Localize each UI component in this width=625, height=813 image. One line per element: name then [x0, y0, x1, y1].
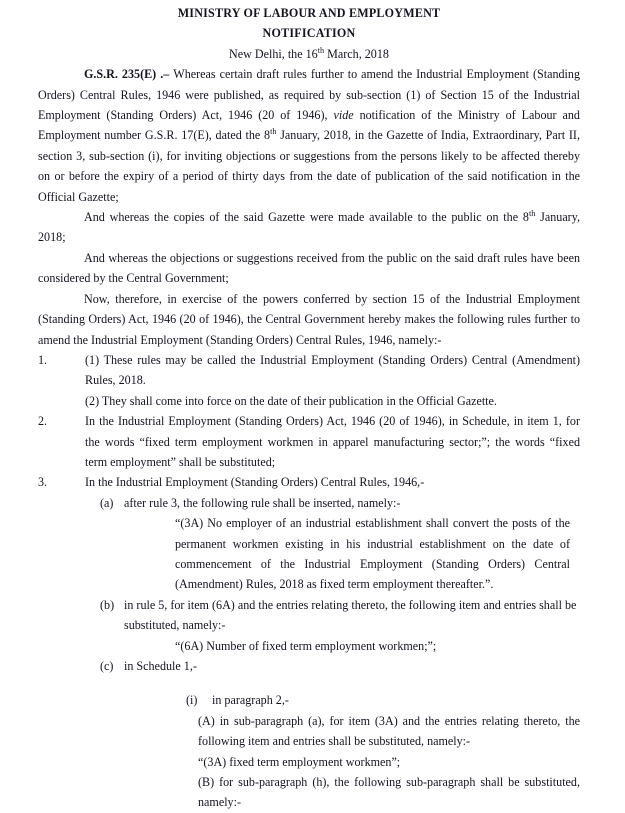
- clause-3-item-b-quote: “(6A) Number of fixed term employment workmen;”;: [175, 638, 437, 653]
- clause-2-number: 2.: [38, 414, 48, 429]
- vide-italic: vide: [333, 108, 354, 123]
- gsr-separator: .–: [156, 67, 174, 82]
- clause-2: [38, 411, 580, 472]
- whereas-copies-text-a: And whereas the copies of the said Gazette were made available to the public on the 8: [84, 210, 529, 225]
- spacer: [38, 676, 580, 690]
- clause-3-item-b-text: in rule 5, for item (6A) and the entries relating thereto, the following item and entries shall be: [124, 597, 577, 612]
- clause-3-number: 3.: [38, 475, 48, 490]
- clause-2-text: In the Industrial Employment (Standing Orders) Act, 1946 (20 of 1946), in Schedule, in item 1, for the words “fixed term employment workmen in apparel manufacturing sector;”; the words “fixed term employment” shall be substituted;: [85, 414, 580, 469]
- whereas-copies-paragraph: [38, 207, 580, 248]
- clause-1-number: 1.: [38, 352, 48, 367]
- clause-3-item-b-tag: (b): [100, 597, 115, 612]
- clause-3-c-i-item-A: (A) in sub-paragraph (a), for item (3A) and the entries relating thereto, the following item and entries shall be substituted, namely:-: [198, 713, 580, 749]
- clause-3-item-a-quote: “(3A) No employer of an industrial establishment shall convert the posts of the permanent workmen existing in his industrial establishment on the date of commencement of the Industrial Employment (Standing Orders) Central (Amendment) Rules, 2018 as fixed term employment thereafter.”.: [175, 516, 570, 592]
- document-type-heading: NOTIFICATION: [262, 26, 356, 41]
- dateline-suffix: March, 2018: [324, 46, 389, 61]
- dateline-prefix: New Delhi, the 16: [229, 46, 318, 61]
- whereas-copies-ordinal: th: [528, 209, 536, 219]
- clause-3-item-a-tag: (a): [100, 495, 114, 510]
- clause-3-item-c: [100, 656, 580, 676]
- clause-1-sub-2: (2) They shall come into force on the date of their publication in the Official Gazette.: [85, 393, 497, 408]
- clause-3-c-i-item-B: (B) for sub-paragraph (h), the following sub-paragraph shall be substituted, namely:-: [198, 775, 580, 810]
- clause-3-item-c-tag: (c): [100, 659, 114, 673]
- now-therefore-paragraph: Now, therefore, in exercise of the powers conferred by section 15 of the Industrial Employment (Standing Orders) Act, 1946 (20 of 1946), the Central Government hereby makes the following rules further to amend the Industrial Employment (Standing Orders) Central Rules, 1946, namely:-: [38, 291, 580, 347]
- gsr-text-part-2a: notification of the Ministry of Labour and Employment number G.S.R. 17(E), dated the 8: [38, 108, 580, 143]
- clause-3-text: In the Industrial Employment (Standing Orders) Central Rules, 1946,-: [85, 475, 425, 490]
- gsr-paragraph: [38, 64, 580, 207]
- clause-3-c-roman-i-tag: (i): [186, 693, 198, 708]
- gsr-ordinal: th: [270, 127, 277, 137]
- clause-3-item-a-text: after rule 3, the following rule shall be inserted, namely:-: [124, 495, 401, 510]
- clause-3-item-b: [100, 595, 580, 615]
- dateline-ordinal: th: [317, 45, 325, 55]
- clause-3-item-b-continuation: substituted, namely:-: [124, 618, 226, 633]
- gsr-reference: G.S.R. 235(E): [84, 67, 157, 82]
- clause-3-item-c-text: in Schedule 1,-: [124, 659, 197, 673]
- whereas-objections-paragraph: And whereas the objections or suggestions received from the public on the said draft rules have been considered by the Central Government;: [38, 250, 580, 286]
- gsr-text-part-1: Whereas certain draft rules further to amend the Industrial Employment (Standing Orders) Central Rules, 1946 were published, as required by sub-section (1) of Section 15 of the Industrial Employment (Standing Orders) Act, 1946 (20 of 1946),: [38, 67, 580, 123]
- clause-3-item-a: [100, 493, 580, 513]
- clause-3-c-i-item-A-quote: “(3A) fixed term employment workmen”;: [198, 754, 401, 769]
- dateline: [38, 44, 580, 64]
- whereas-copies-text-b: January, 2018;: [38, 210, 580, 245]
- clause-3: [38, 472, 580, 492]
- ministry-title: MINISTRY OF LABOUR AND EMPLOYMENT: [177, 6, 441, 20]
- clause-3-c-roman-i-text: in paragraph 2,-: [212, 693, 289, 708]
- gsr-text-part-2b: January, 2018, in the Gazette of India, Extraordinary, Part II, section 3, sub-section (i), for inviting objections or suggestions from the persons likely to be affected thereby on or before the expiry of a period of thirty days from the date of publication of the said notification in the Official Gazette;: [38, 128, 580, 204]
- clause-3-c-roman-i: [186, 690, 580, 710]
- clause-1: [38, 350, 580, 391]
- clause-1-sub-1: (1) These rules may be called the Industrial Employment (Standing Orders) Central (Amendment) Rules, 2018.: [85, 352, 580, 388]
